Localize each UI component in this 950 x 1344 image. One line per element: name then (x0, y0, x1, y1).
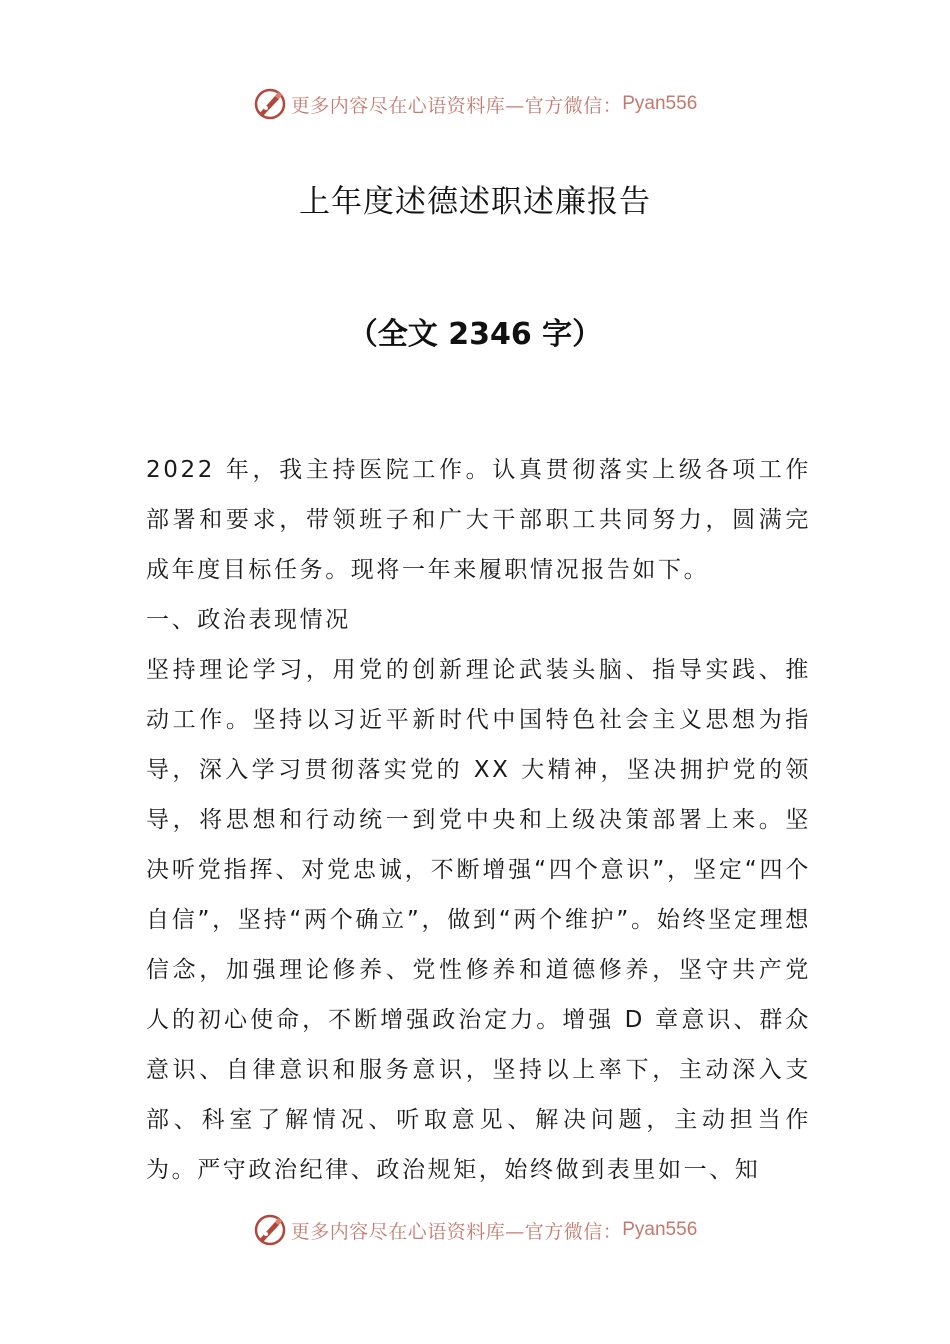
header-watermark-banner (0, 84, 950, 124)
section-heading-political: 一、政治表现情况 (146, 607, 351, 633)
document-word-count: （全文 2346 字） (347, 317, 603, 352)
watermark-wechat-id: Pyan556 (622, 1219, 698, 1240)
paragraph-intro: 2022 年，我主持医院工作。认真贯彻落实上级各项工作部署和要求，带领班子和广大干部职工共同努力，圆满完成年度目标任务。现将一年来履职情况报告如下。 (146, 457, 811, 583)
paragraph-political: 坚持理论学习，用党的创新理论武装头脑、指导实践、推动工作。坚持以习近平新时代中国特色社会主义思想为指导，深入学习贯彻落实党的 XX 大精神，坚决拥护党的领导，将思想和行动统一到党中央和上级决策部署上来。坚决听党指挥、对党忠诚，不断增强“四个意识”，坚定“四个自信”，坚持“两个确立”，做到“两个维护”。始终坚定理想信念，加强理论修养、党性修养和道德修养，坚守共产党人的初心使命，不断增强政治定力。增强 D 章意识、群众意识、自律意识和服务意识，坚持以上率下，主动深入支部、科室了解情况、听取意见、解决问题，主动担当作为。严守政治纪律、政治规矩，始终做到表里如一、知 (146, 657, 811, 1183)
watermark-text: 更多内容尽在心语资料库—官方微信： (290, 1220, 623, 1243)
document-title: 上年度述德述职述廉报告 (299, 184, 651, 220)
document-body (146, 445, 811, 1195)
footer-watermark-banner (0, 1210, 950, 1250)
watermark-text: 更多内容尽在心语资料库—官方微信： (290, 94, 623, 117)
pen-nib-logo-icon (253, 87, 287, 121)
pen-nib-logo-icon (253, 1213, 287, 1247)
watermark-wechat-id: Pyan556 (622, 93, 698, 114)
